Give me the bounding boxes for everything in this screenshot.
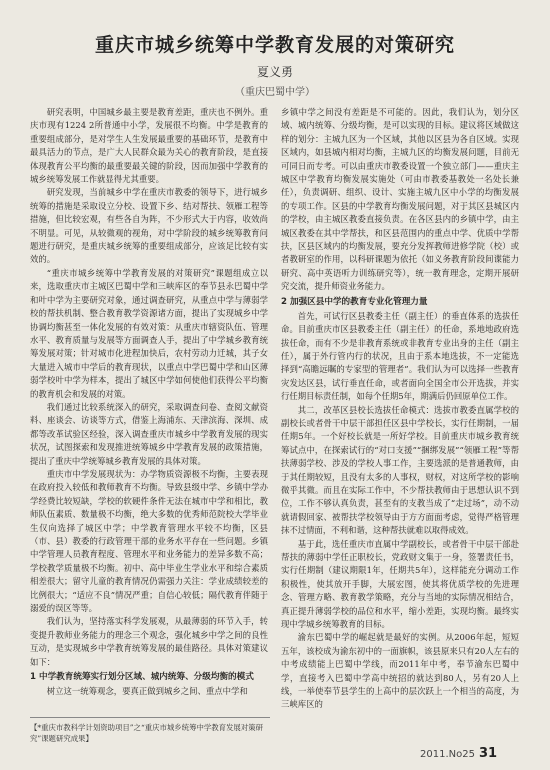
body-paragraph: 渝东巴蜀中学的崛起就是最好的实例。从2006年起，短短五年，该校成为渝东初中的一面旗帜，该县原来只有20人左右的中考成绩能上巴蜀中学线，而2011年中考，奉节渝东巴蜀中学，直接考入巴蜀中学高中统招的就达到80人，另有20人上线，一举使奉节县学生的上高中的层次跃上一个相当的高度，为三峡库区的 — [281, 632, 519, 710]
body-paragraph: “重庆市城乡统筹中学教育发展的对策研究”课题组成立以来，选取重庆市主城区巴蜀中学和三峡库区的奉节县永巴蜀中学和叶中学为主要研究对象，通过调查研究，从重点中学与薄弱学校的帮扶机制、整合教育教学资源诸方面，提出了实现城乡中学协调均衡甚至一体化发展的有效对策：从重庆市辖资队伍、管理水平、教育质量与发展等方面调查人手，提出了中学城乡教育统筹发展对策；针对城市化进程加快后，农村劳动力迁城，其子女大量进入城市中学后的教育现状，以重点中学巴蜀中学和山区薄弱学校叶中学为样本，提出了城区中学如何使他们获得公平均衡的教育机会和发展的对策。 — [30, 267, 268, 399]
page-number: 31 — [478, 746, 498, 761]
section-heading: 1 中学教育统筹实行划分区域、城内统筹、分级均衡的模式 — [30, 672, 254, 683]
body-paragraph: 首先，可试行区县教委主任（副主任）的垂直体系的选拔任命。目前重庆市区县教委主任（副主任）的任命，系地地政府选拔任命，而有不少是非教育系统或非教育专业出身的主任（副主任），属于外行管内行的状况，且由于系本地选拔，不一定能选择到“高瞻远瞩的专家型的管理者”。我们认为可以选择一些教育灾发达区县，试行垂直任命，或者面向全国全市公开选拔，并实行任期目标责任制，如每个任期5年，期满后仍回原单位工作。 — [281, 310, 519, 402]
body-paragraph: 乡镇中学之间没有差距是不可能的。因此，我们认为，划分区域、城内统筹、分级均衡，是可以实现的目标。建议将区域做这样的划分：主城九区为一个区域，其他以区县为各自区域。实现区域内，如县城内相对均衡，主城九区的均衡发展问题，目前无可同日而专考。可以由重庆市教委设置一个独立部门——重庆主城区中学教育均衡发展实施处（可由市教委基教处一名处长兼任），负责调研、组织、设计、实施主城九区中小学的均衡发展的专项工作。区县的中学教育均衡发展问题，对于其区县城区内的学校，由主城区教委直接负责。在各区县内的乡镇中学，由主城区教委在其中学帮扶，和区县范围内的重点中学、优质中学帮扶，区县区域内的均衡发展，要充分发挥教师进修学院（校）或者教研室的作用，以科研课题为依托（如义务教育阶段间谍能力研究、高中英语听力训练研究等），统一教育理念，定期开展研究交流，提升师资业务能力。 — [281, 107, 519, 292]
body-paragraph: 重庆市中学发展现状为：办学物质资源极不均衡，主要表现在政府投入较低和教师教育不均衡。导致县级中学、乡镇中学办学经费比较短缺，学校的软硬件条件无法在城市中学和相比，教师队伍素质、数量极不均衡，绝大多数的优秀师范院校大学毕业生仅向选择了城区中学；中学教育管理水平较不均衡，区县（市、县）教委的行政管理干部的业务水平存在一些问题。乡镇中学管理人员教育程度、管理水平和业务能力的差异多数不高；学校教学质量极不均衡。初中、高中毕业生学业水平和综合素质相差很大；留守儿童的教育情况仍需强力关注：学业成绩较差的比例很大；“适应不良”情况严重；自信心较低；隔代教育伴随于溺爱的误区等等。 — [30, 468, 268, 614]
right-column — [281, 106, 519, 739]
body-paragraph: 其二，改革区县校长选拔任命模式：选拔市教委直属学校的副校长或者骨干中层干部担任区县中学校长，实行任期制，一届任期5年。一个好校长就是一所好学校。目前重庆市城乡教育统筹试点中，在探索试行的“对口支援”“捆绑发展”“领雁工程”等帮扶薄弱学校、涉及的学校人事工作，主要选派的是普通教师，由于其任期较短，且没有太多的人事权，财权，对这所学校的影响微乎其微。而且在实际工作中，不少帮扶教师由于思想认识不到位，工作不够认真负责，甚至有的支教当成了“走过场”，动不动就请假回家、被帮扶学校领导由于方方面面考虑，觉得严格管理抹不过情面，不利和谐，这种帮扶就难以取得成效。 — [281, 404, 519, 536]
body-paragraph: 我们认为，坚持落实科学发展观，从最薄弱的环节入手，转变提升教师业务能力的理念三个观念，强化城乡中学之间的良性互动，是实现城乡中学教育统筹发展的最佳路径。具体对策建议如下： — [30, 616, 268, 667]
section-heading: 2 加强区县中学的教育专业化管理力量 — [281, 296, 428, 307]
footnote: 【*重庆市教科学计划资助项目”之“重庆市城乡统筹中学教育发展对策研究”课题研究成果】 — [30, 717, 270, 744]
issue-number: 2011.No25 — [420, 749, 475, 760]
left-column — [30, 106, 268, 716]
body-paragraph: 我们通过比较系统深入的研究，采取调查问卷、查阅文献资料、座谈会、访谈等方式，借鉴上海浦东、天津滨海、深圳、成都等改革试验区经验，深入调查重庆市城乡中学教育发展的现实状况，试图探索和发现推进统筹城乡中学教育发展的政策措施，提出了重庆中学统筹城乡教育发展的具体对策。 — [30, 401, 268, 466]
body-paragraph: 研究表明，中国城乡最主要是教育差距，重庆也不例外。重庆市现有1224 2所普通中小学，发展很不均衡。中学是教育的重要组成部分，是对学生人生发展最重要的基础环节，是教育中最具活力的节点，是广大人民群众最为关心的教育阶段，是直接体现教育公平均衡的最重要最关键的阶段，因而加强中学教育的城乡统筹发展工作就显得尤其重要。 — [30, 107, 268, 185]
body-paragraph: 研究发现，当前城乡中学在重庆市教委的领导下，进行城乡统筹的措施是采取设立分校、设置下乡、结对帮扶、领雁工程等措施，但比较宏观，有些各自为阵，不少形式大于内容，收效尚不明显。可见，从较微观的视角，对中学阶段的城乡统筹教育问题进行研究，是重庆城乡统筹的重要组成部分，应该足比较有实效的。 — [30, 187, 268, 265]
body-paragraph: 基于此，选任重庆市直属中学副校长，或者骨干中层干部赴帮扶的薄弱中学任正职校长，党政财文集于一身，签署责任书，实行任期制（建议期限1年，任期共5年），这样能充分调动工作积极性，使其放开手脚，大展宏图，使其将优质学校的先进理念、管理方略、教育教学策略，充分与当地的实际情况相结合，真正提升薄弱学校的品位和水平，缩小差距，实现均衡。最终实现中学城乡统筹教育的目标。 — [281, 538, 519, 630]
page-footer — [420, 742, 497, 761]
author-affiliation: （重庆巴蜀中学） — [235, 87, 315, 98]
article-author: 夏义勇 — [256, 65, 293, 79]
article-title: 重庆市城乡统筹中学教育发展的对策研究 — [94, 34, 455, 56]
body-paragraph: 树立这一统筹观念，要真正做到城乡之间、重点中学和 — [46, 686, 248, 697]
